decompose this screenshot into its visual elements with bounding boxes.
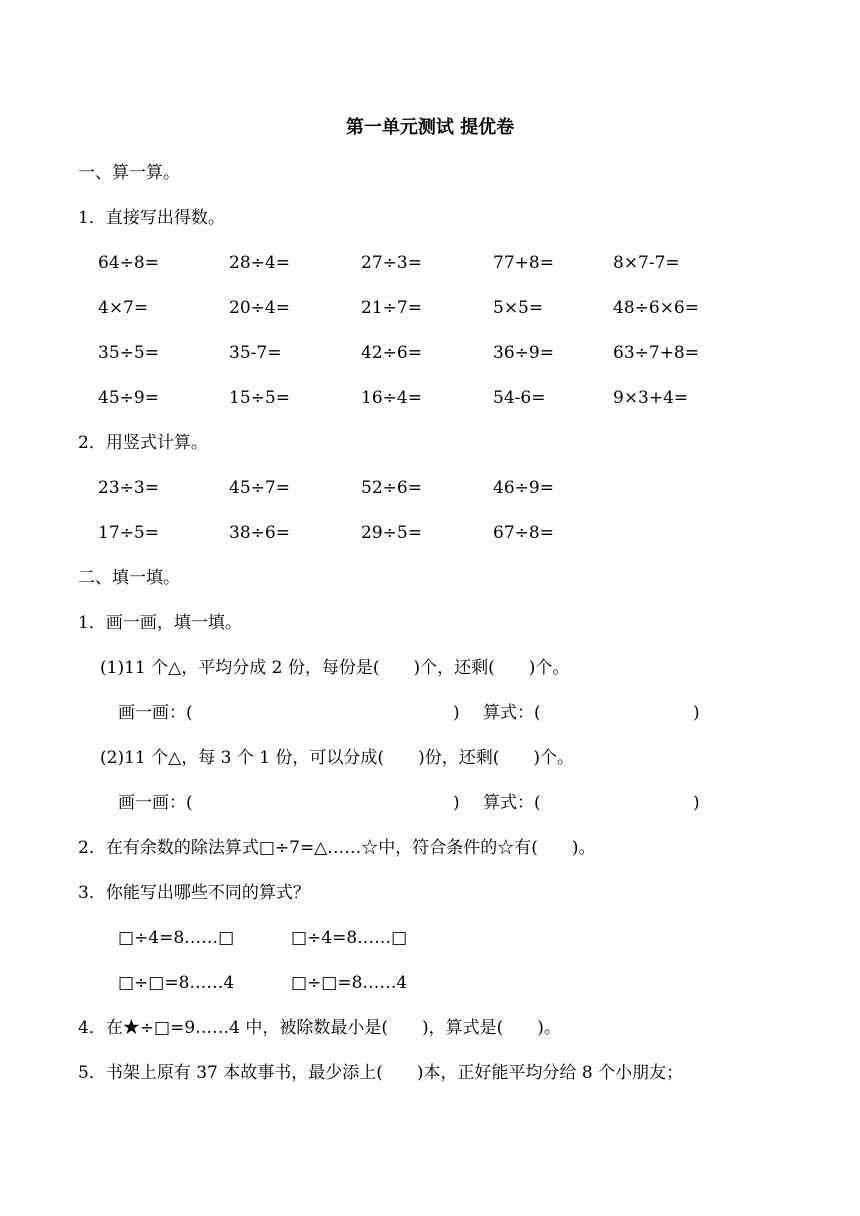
problem: 64÷8= xyxy=(98,253,159,273)
expression: □÷□=8……4 xyxy=(291,973,408,993)
s2-q4: 4．在★÷□=9……4 中，被除数最小是( )，算式是( )。 xyxy=(78,1018,561,1038)
problem: 15÷5= xyxy=(229,388,290,408)
problem: 16÷4= xyxy=(361,388,422,408)
page-title: 第一单元测试 提优卷 xyxy=(345,117,515,138)
section-1-heading: 一、算一算。 xyxy=(78,163,180,183)
problem: 35÷5= xyxy=(98,343,159,363)
expression: □÷□=8……4 xyxy=(118,973,235,993)
problem: 4×7= xyxy=(98,298,149,318)
problem: 29÷5= xyxy=(361,523,422,543)
problem: 5×5= xyxy=(493,298,544,318)
q1-label: 1．直接写出得数。 xyxy=(78,208,225,228)
problem: 48÷6×6= xyxy=(613,298,699,318)
problem: 9×3+4= xyxy=(613,388,689,408)
s2-q5: 5．书架上原有 37 本故事书，最少添上( )本，正好能平均分给 8 个小朋友； xyxy=(78,1063,684,1083)
problem: 46÷9= xyxy=(493,478,554,498)
expression: □÷4=8……□ xyxy=(118,928,235,948)
problem: 27÷3= xyxy=(361,253,422,273)
problem: 77+8= xyxy=(493,253,554,273)
problem: 45÷9= xyxy=(98,388,159,408)
problem: 17÷5= xyxy=(98,523,159,543)
formula-label: 算式：( xyxy=(483,793,541,813)
s2-q1-part2: (2)11 个△，每 3 个 1 份，可以分成( )份，还剩( )个。 xyxy=(100,748,574,768)
problem: 63÷7+8= xyxy=(613,343,699,363)
problem: 35-7= xyxy=(229,343,282,363)
draw-close: ) xyxy=(453,703,460,723)
problem: 42÷6= xyxy=(361,343,422,363)
formula-close: ) xyxy=(693,703,700,723)
draw-label: 画一画：( xyxy=(118,703,193,723)
problem: 21÷7= xyxy=(361,298,422,318)
problem: 8×7-7= xyxy=(613,253,680,273)
q2-label: 2．用竖式计算。 xyxy=(78,433,208,453)
draw-label: 画一画：( xyxy=(118,793,193,813)
problem: 36÷9= xyxy=(493,343,554,363)
problem: 38÷6= xyxy=(229,523,290,543)
section-2-heading: 二、填一填。 xyxy=(78,568,180,588)
draw-close: ) xyxy=(453,793,460,813)
problem: 52÷6= xyxy=(361,478,422,498)
problem: 28÷4= xyxy=(229,253,290,273)
problem: 23÷3= xyxy=(98,478,159,498)
problem: 45÷7= xyxy=(229,478,290,498)
formula-close: ) xyxy=(693,793,700,813)
formula-label: 算式：( xyxy=(483,703,541,723)
s2-q1-label: 1．画一画，填一填。 xyxy=(78,613,242,633)
expression: □÷4=8……□ xyxy=(291,928,408,948)
s2-q1-part1: (1)11 个△，平均分成 2 份，每份是( )个，还剩( )个。 xyxy=(100,658,570,678)
s2-q3-label: 3．你能写出哪些不同的算式？ xyxy=(78,883,310,903)
problem: 67÷8= xyxy=(493,523,554,543)
problem: 54-6= xyxy=(493,388,546,408)
problem: 20÷4= xyxy=(229,298,290,318)
s2-q2: 2．在有余数的除法算式□÷7=△……☆中，符合条件的☆有( )。 xyxy=(78,838,596,858)
